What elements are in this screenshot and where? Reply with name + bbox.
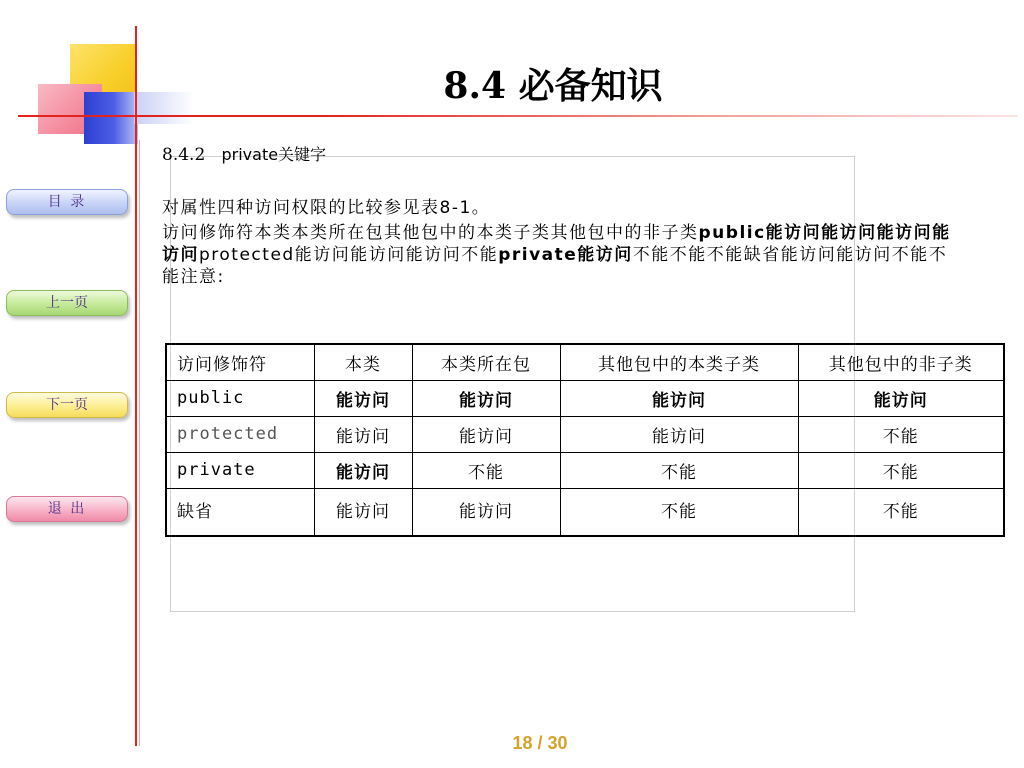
table-cell: 能访问 — [314, 416, 412, 452]
table-cell: 能访问 — [314, 380, 412, 416]
modifier-cell: private — [166, 452, 314, 488]
table-row — [166, 452, 1004, 488]
intro-paragraph: 对属性四种访问权限的比较参见表8-1。 — [162, 198, 491, 218]
subheading-number: 8.4.2 — [162, 145, 206, 165]
text-run-bold: public能访问能访问能访问能访问 — [162, 223, 951, 265]
table-cell: 不能 — [560, 488, 798, 536]
table-cell: 能访问 — [314, 488, 412, 536]
table-cell: 能访问 — [560, 416, 798, 452]
column-header: 访问修饰符 — [166, 344, 314, 380]
table-cell: 能访问 — [412, 416, 560, 452]
next-page-button[interactable]: 下一页 — [6, 392, 128, 418]
table-row — [166, 380, 1004, 416]
table-cell: 能访问 — [412, 488, 560, 536]
access-comparison-table — [165, 343, 1005, 537]
text-run: 访问修饰符本类本类所在包其他包中的本类子类其他包中的非子类 — [162, 223, 699, 243]
text-run: 不能不能不能缺省能访问能访问不能不能注意: — [162, 245, 948, 287]
slide-title: 8.4 必备知识 — [443, 65, 663, 107]
current-page: 18 — [512, 733, 533, 753]
table-cell: 不能 — [412, 452, 560, 488]
table-row — [166, 416, 1004, 452]
table-cell: 能访问 — [314, 452, 412, 488]
text-run-bold: private能访问 — [498, 245, 633, 265]
table-cell: 能访问 — [560, 380, 798, 416]
text-run: protected能访问能访问能访问不能 — [199, 245, 499, 265]
table-cell: 不能 — [798, 452, 1004, 488]
table-cell: 能访问 — [798, 380, 1004, 416]
exit-button[interactable]: 退 出 — [6, 496, 128, 522]
column-header: 其他包中的非子类 — [798, 344, 1004, 380]
table-cell: 能访问 — [412, 380, 560, 416]
page-separator: / — [532, 733, 548, 753]
table-row — [166, 488, 1004, 536]
subheading-text: private关键字 — [221, 145, 327, 164]
table-cell: 不能 — [798, 416, 1004, 452]
column-header: 其他包中的本类子类 — [560, 344, 798, 380]
total-pages: 30 — [547, 733, 568, 753]
toc-button[interactable]: 目 录 — [6, 189, 128, 215]
modifier-cell: 缺省 — [166, 488, 314, 536]
column-header: 本类 — [314, 344, 412, 380]
table-cell: 不能 — [798, 488, 1004, 536]
modifier-cell: public — [166, 380, 314, 416]
page-indicator — [0, 733, 1024, 754]
table-cell: 不能 — [560, 452, 798, 488]
table-header-row — [166, 344, 1004, 380]
vertical-divider-light — [139, 140, 140, 746]
modifier-cell: protected — [166, 416, 314, 452]
vertical-divider — [135, 26, 137, 746]
flattened-table-paragraph — [162, 222, 962, 288]
prev-page-button[interactable]: 上一页 — [6, 290, 128, 316]
title-underline — [18, 115, 1018, 117]
section-subheading — [162, 142, 326, 165]
paragraph-runs — [162, 222, 958, 288]
column-header: 本类所在包 — [412, 344, 560, 380]
